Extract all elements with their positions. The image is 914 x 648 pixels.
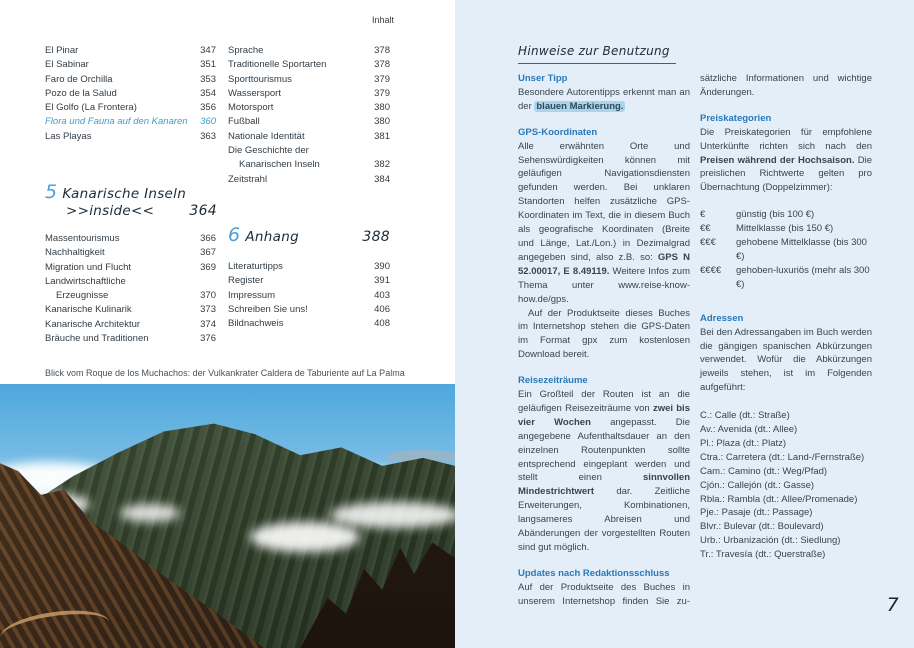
section-heading: Adressen (700, 312, 744, 324)
abbreviation-item: Blvr.: Bulevar (dt.: Boulevard) (700, 521, 824, 533)
toc-column-1-top (45, 44, 216, 144)
section-header: Hinweise zur Benutzung (518, 44, 676, 64)
text-segment: Alle erwähnten Orte und Sehenswürdigkeiten können mit geläufigen Navigationsdiensten gefunden werden. Bei unklaren Standorten helfen zusätzliche GPS-Koordinaten im Text, die in diesem Buch als geografische Koordinaten (Breite und Länge, Lat./Lon.) in Dezimalgrad angegeben sind, also z.B. so: (518, 140, 690, 263)
toc-entry-page: 347 (200, 45, 216, 56)
toc-entry-page: 379 (374, 73, 390, 85)
toc-entry (45, 58, 216, 72)
paragraph (700, 72, 872, 100)
toc-entry-label: Schreiben Sie uns! (228, 303, 308, 315)
toc-entry-label: Faro de Orchilla (45, 73, 113, 85)
toc-entry-label: Sprache (228, 45, 264, 56)
toc-entry (45, 44, 216, 58)
paragraph (518, 388, 690, 555)
toc-entry (228, 73, 390, 87)
price-category-row (700, 236, 872, 264)
text-segment: Bei den Adressangaben im Buch werden die gängigen spanischen Abkürzungen verwendet. Wofür die Abkürzungen jeweils stehen, ist im Folgenden aufgeführt: (700, 326, 872, 394)
toc-entry-page: 381 (374, 130, 390, 142)
toc-entry-label: Migration und Flucht (45, 261, 132, 273)
toc-entry-label: Nationale Identität (228, 130, 305, 142)
toc-entry (228, 289, 390, 303)
text-segment: GPS N 52.00017, E 8.49119. (518, 251, 691, 277)
price-symbol: € (700, 209, 706, 221)
chapter-5-heading (45, 181, 217, 220)
toc-entry (228, 274, 390, 288)
toc-entry (45, 73, 216, 87)
toc-entry-label: Fußball (228, 116, 260, 128)
toc-entry-label: El Pinar (45, 45, 79, 56)
section-heading: Unser Tipp (518, 73, 568, 84)
paragraph (518, 86, 690, 114)
abbreviation-item: Cjón.: Callejón (dt.: Gasse) (700, 479, 815, 491)
toc-entry-page: 378 (374, 59, 390, 71)
toc-entry (45, 130, 216, 144)
paragraph (518, 140, 690, 307)
toc-entry-page: 376 (200, 333, 216, 345)
text-column-2 (700, 66, 872, 562)
abbreviation-item: Cam.: Camino (dt.: Weg/Pfad) (700, 465, 828, 477)
toc-entry-page: 363 (200, 130, 216, 142)
text-segment: Preisen während der Hochsaison. (700, 154, 855, 166)
chapter-6-heading (228, 224, 390, 246)
chapter-6-title: Anhang (245, 229, 299, 245)
toc-column-2-top (228, 44, 390, 187)
text-segment: zwei bis vier Wochen (518, 402, 690, 428)
text-column-1 (518, 66, 690, 609)
toc-entry-page: 367 (200, 247, 216, 259)
toc-entry-label: Wassersport (228, 87, 281, 99)
toc-entry-label: Traditionelle Sportarten (228, 59, 327, 71)
abbreviation-item: Rbla.: Rambla (dt.: Allee/Promenade) (700, 493, 858, 505)
text-segment: Auf der Produktseite dieses Buches im Internetshop stehen die GPS-Daten im Format gpx zum kostenlosen Download bereit. (518, 307, 690, 361)
text-segment: Die preislichen Richtwerte gelten pro Übernachtung (Doppelzimmer): (700, 154, 872, 194)
toc-entry (45, 115, 216, 129)
toc-entry (228, 158, 390, 172)
toc-entry-label: Bräuche und Traditionen (45, 333, 149, 345)
toc-entry-page: 380 (374, 116, 390, 128)
abbreviation-item: Urb.: Urbanización (dt.: Siedlung) (700, 535, 841, 547)
paragraph (518, 307, 690, 363)
abbreviation-item: Tr.: Travesía (dt.: Querstraße) (700, 549, 826, 561)
text-segment: dar. Zeitliche Erweiterungen, Kombinationen, langsameres Abreisen und Abänderungen der vorgestellten Routen sind gut möglich. (518, 486, 690, 553)
toc-entry (45, 332, 216, 346)
section-heading: Reisezeiträume (518, 375, 588, 387)
toc-column-2-bottom (228, 260, 390, 331)
abbreviation-item: Av.: Avenida (dt.: Allee) (700, 424, 798, 436)
toc-entry-page: 370 (200, 290, 216, 302)
toc-entry-label: Impressum (228, 289, 275, 301)
toc-entry-label: Pozo de la Salud (45, 87, 117, 99)
toc-entry-page: 378 (374, 45, 390, 56)
landscape-photo (0, 384, 455, 648)
price-symbol: €€€€ (700, 264, 722, 276)
toc-entry (45, 275, 216, 289)
toc-entry-label: Nachhaltigkeit (45, 247, 105, 259)
paragraph (700, 326, 872, 396)
page-right (455, 0, 914, 648)
price-category-row (700, 208, 872, 222)
chapter-5-page: 364 (189, 203, 217, 219)
toc-entry-label: Sporttourismus (228, 73, 292, 85)
toc-entry-label: Literaturtipps (228, 261, 283, 272)
toc-entry-page: 354 (200, 87, 216, 99)
toc-entry (228, 115, 390, 129)
paragraph (518, 581, 690, 609)
abbreviation-list (700, 409, 872, 562)
toc-entry (228, 101, 390, 115)
toc-entry-page: 351 (200, 59, 216, 71)
toc-entry (45, 246, 216, 260)
toc-entry-label: Kanarische Kulinarik (45, 304, 132, 316)
toc-entry (45, 87, 216, 101)
toc-entry (228, 144, 390, 158)
toc-entry-label: El Sabinar (45, 59, 89, 71)
chapter-5-number: 5 (45, 181, 58, 203)
running-header-inhalt: Inhalt (372, 15, 395, 25)
abbreviation-item: C.: Calle (dt.: Straße) (700, 410, 790, 422)
paragraph (700, 126, 872, 196)
price-description: günstig (bis 100 €) (736, 209, 815, 221)
toc-entry (228, 130, 390, 144)
highlighted-text: blauen Markierung. (536, 100, 624, 112)
toc-entry-label: Landwirtschaftliche (45, 275, 126, 287)
toc-entry-page: 380 (374, 102, 390, 114)
price-category-list (700, 208, 872, 291)
toc-entry-page: 353 (200, 73, 216, 85)
text-segment: Die Preiskategorien für empfohlene Unterkünfte richten sich nach den (700, 126, 872, 152)
toc-entry (45, 318, 216, 332)
toc-entry-label: Register (228, 275, 264, 287)
price-category-row (700, 264, 872, 292)
text-segment: Besondere Autorentipps erkennt man an der (518, 86, 690, 112)
price-description: gehobene Mittelklasse (bis 300 €) (736, 237, 867, 262)
toc-entry-label: Erzeugnisse (56, 290, 109, 302)
toc-entry (228, 44, 390, 58)
price-category-row (700, 222, 872, 236)
toc-entry-label: Flora und Fauna auf den Kanaren (45, 116, 188, 128)
toc-entry-page: 390 (374, 261, 390, 272)
text-segment: angepasst. Die angegebene Aufenthaltsdauer an den einzelnen Routenpunkten sollte entsprechend eingeplant werden und stellt einen (518, 416, 690, 484)
price-symbol: €€€ (700, 237, 716, 249)
text-segment: Ein Großteil der Routen ist an die geläufigen Reisezeiträume von (518, 389, 690, 414)
toc-entry (228, 303, 390, 317)
toc-entry-label: Las Playas (45, 130, 92, 142)
cloud (330, 502, 455, 528)
toc-entry-page: 379 (374, 87, 390, 99)
abbreviation-item: Ctra.: Carretera (dt.: Land-/Fernstraße) (700, 451, 865, 463)
toc-entry-page: 373 (200, 304, 216, 316)
section-heading: Preiskategorien (700, 112, 772, 124)
toc-entry (45, 289, 216, 303)
toc-entry (45, 232, 216, 246)
cloud (250, 522, 360, 552)
toc-entry-page: 374 (200, 318, 216, 330)
toc-entry-label: Motorsport (228, 102, 274, 114)
price-symbol: €€ (700, 223, 711, 235)
toc-entry-label: El Golfo (La Frontera) (45, 102, 137, 114)
chapter-6-number: 6 (228, 224, 241, 246)
toc-entry-page: 384 (374, 173, 390, 185)
text-segment: sinnvollen Mindestrichtwert (518, 472, 690, 498)
toc-entry-label: Massentourismus (45, 233, 120, 244)
page-number: 7 (886, 594, 899, 616)
toc-entry-label: Bildnachweis (228, 318, 284, 330)
text-segment: Weitere Infos zum Thema unter www.reise-know-how.de/gps. (518, 265, 690, 305)
toc-entry-page: 360 (200, 116, 216, 128)
photo-caption: Blick vom Roque de los Muchachos: der Vulkankrater Caldera de Taburiente auf La Palma (45, 368, 405, 378)
toc-entry-page: 369 (200, 261, 216, 273)
toc-entry (228, 260, 390, 274)
chapter-5-subtitle: >>inside<< (66, 203, 155, 219)
toc-entry-page: 366 (200, 233, 216, 244)
chapter-6-page: 388 (362, 229, 390, 245)
toc-entry-page: 408 (374, 318, 390, 330)
toc-entry-page: 356 (200, 102, 216, 114)
text-segment: sätzliche Informationen und wichtige Änderungen. (700, 73, 872, 98)
toc-entry-page: 391 (374, 275, 390, 287)
section-heading: Updates nach Redaktionsschluss (518, 567, 670, 579)
toc-column-1-bottom (45, 232, 216, 346)
toc-entry-label: Kanarische Architektur (45, 318, 141, 330)
toc-entry (45, 303, 216, 317)
toc-entry-page: 382 (374, 159, 390, 171)
cloud (120, 504, 180, 522)
toc-entry (45, 101, 216, 115)
toc-entry-page: 406 (374, 303, 390, 315)
price-description: gehoben-luxuriös (mehr als 300 €) (736, 264, 870, 290)
price-description: Mittelklasse (bis 150 €) (736, 223, 834, 235)
abbreviation-item: Pje.: Pasaje (dt.: Passage) (700, 507, 813, 519)
toc-entry (45, 261, 216, 275)
text-segment: Auf der Produktseite des Buches in unserem Internetshop finden Sie zu- (518, 581, 690, 607)
toc-entry-page: 403 (374, 289, 390, 301)
toc-entry (228, 173, 390, 187)
toc-entry-label: Kanarischen Inseln (239, 159, 320, 171)
section-heading: GPS-Koordinaten (518, 126, 598, 138)
toc-entry (228, 87, 390, 101)
abbreviation-item: Pl.: Plaza (dt.: Platz) (700, 437, 787, 449)
toc-entry (228, 58, 390, 72)
chapter-5-title: 5 Kanarische Inseln (45, 181, 187, 203)
toc-entry-label: Zeitstrahl (228, 173, 268, 185)
toc-entry (228, 317, 390, 331)
toc-entry-label: Die Geschichte der (228, 145, 309, 157)
